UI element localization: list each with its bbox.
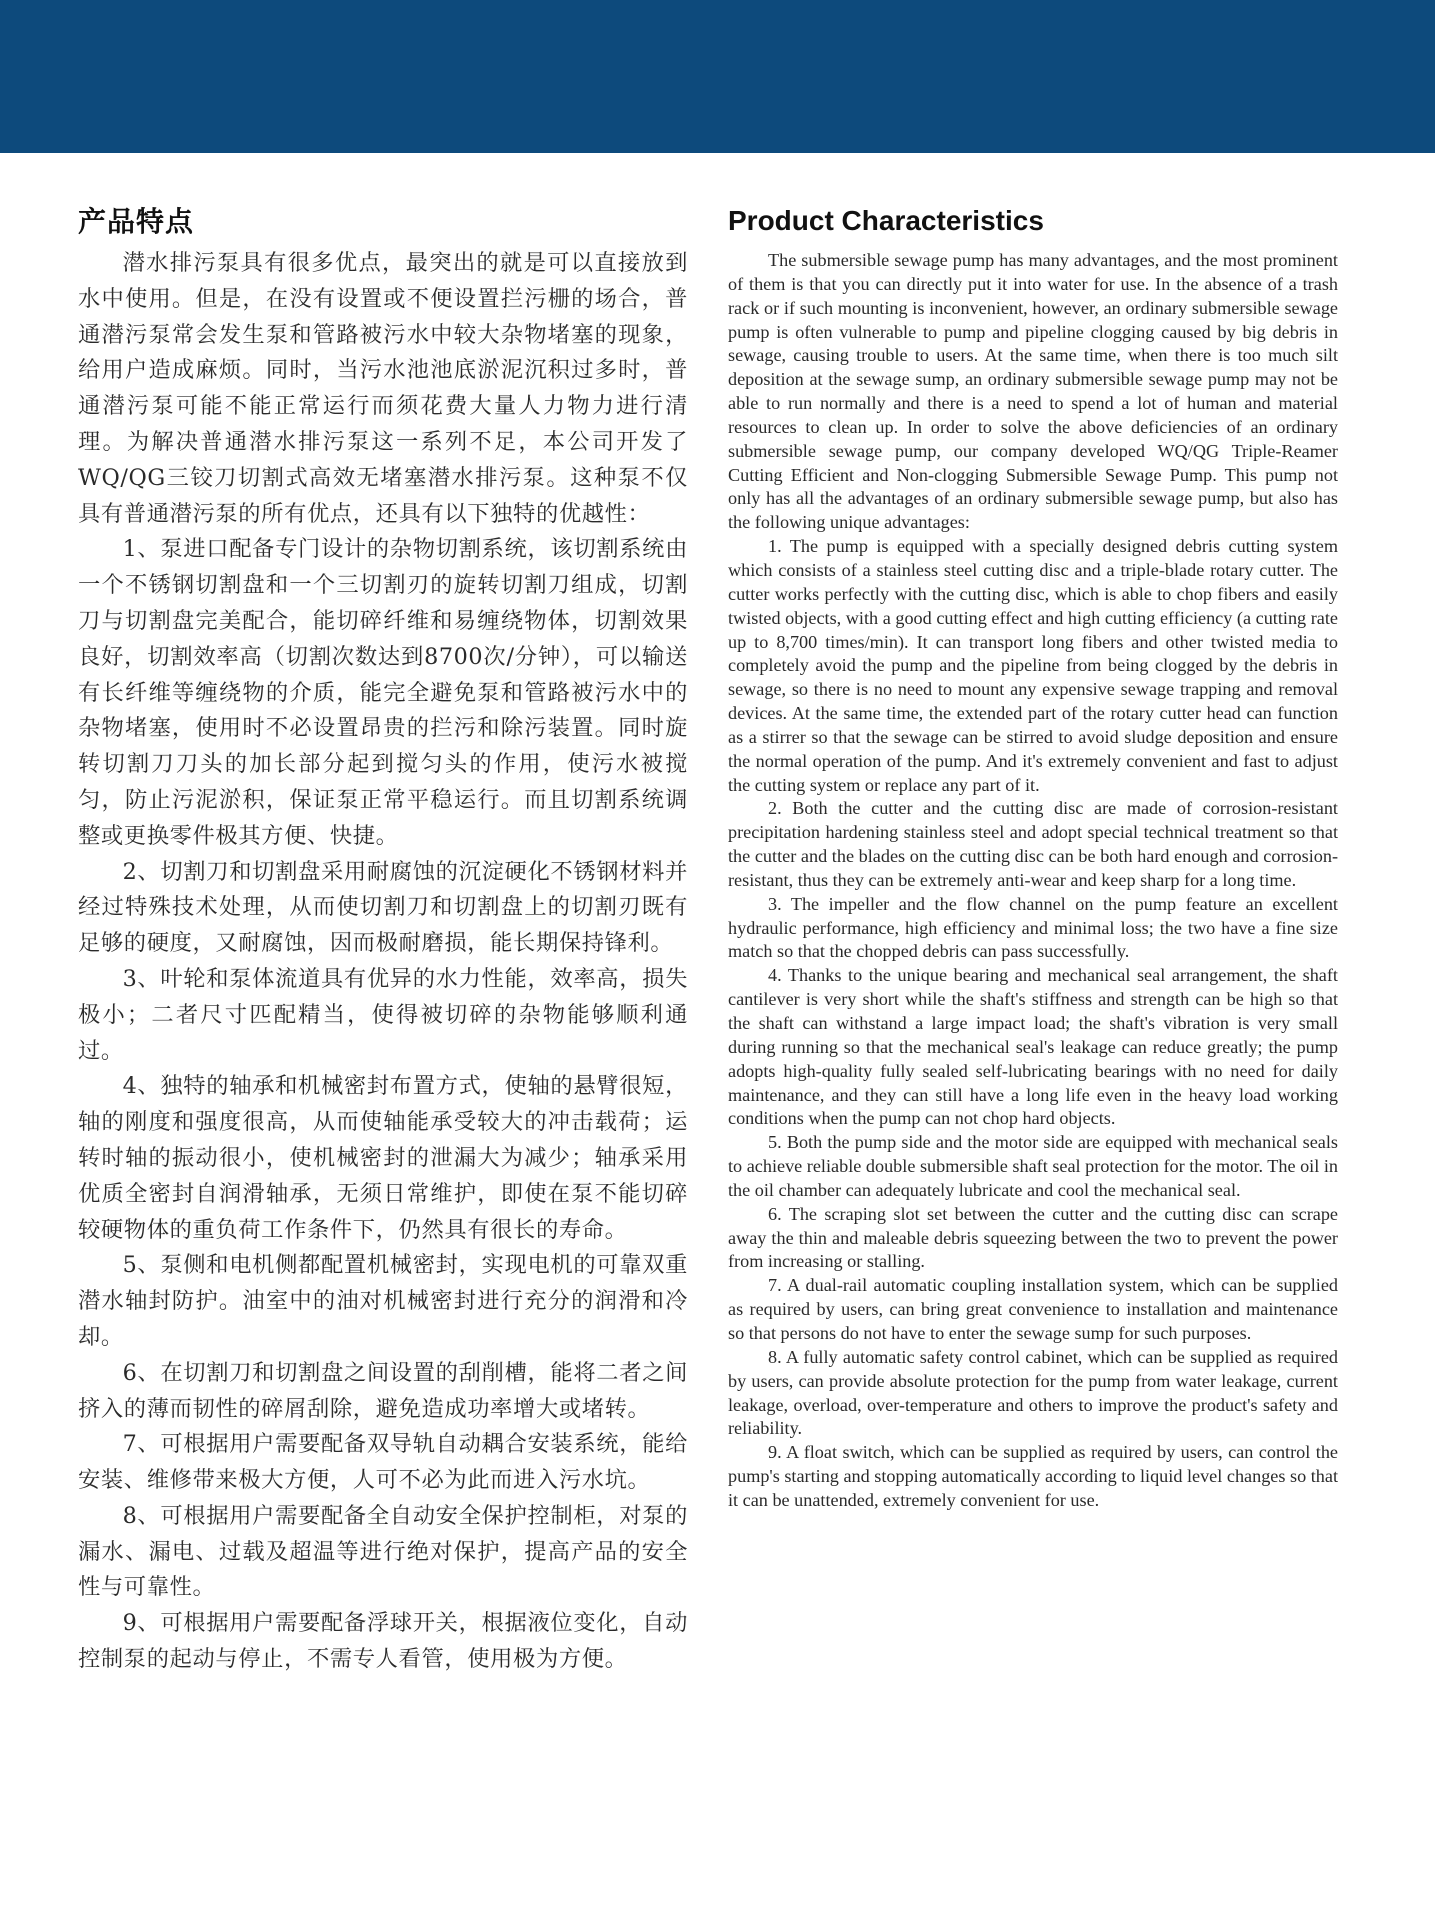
english-title: Product Characteristics [728,205,1044,236]
chinese-item-3: 3、叶轮和泵体流道具有优异的水力性能，效率高，损失极小；二者尺寸匹配精当，使得被切碎的杂物能够顺利通过。 [78,965,688,1064]
english-item-9: 9. A float switch, which can be supplied as required by users, can control the pump's starting and stopping automatically according to liquid level changes so that it can be unattended, extremely convenient for use. [728,1442,1338,1510]
chinese-title: 产品特点 [78,205,195,238]
english-item-1: 1. The pump is equipped with a specially designed debris cutting system which consists of a stainless steel cutting disc and a triple-blade rotary cutter. The cutter works perfectly with the cutting disc, which is able to chop fibers and easily twisted objects, with a good cutting effect and high cutting efficiency (a cutting rate up to 8,700 times/min). It can transport long fibers and other twisted media to completely avoid the pump and the pipeline from being clogged by the debris in sewage, so there is no need to mount any expensive sewage trapping and removal devices. At the same time, the extended part of the rotary cutter head can function as a stirrer so that the sewage can be stirred to avoid sludge deposition and ensure the normal operation of the pump. And it's extremely convenient and fast to adjust the cutting system or replace any part of it. [728,536,1338,795]
english-column [728,205,1338,1513]
header-band [0,0,1435,153]
chinese-column [78,200,688,1678]
chinese-intro: 潜水排污泵具有很多优点，最突出的就是可以直接放到水中使用。但是，在没有设置或不便设置拦污栅的场合，普通潜污泵常会发生泵和管路被污水中较大杂物堵塞的现象，给用户造成麻烦。同时，当污水池池底淤泥沉积过多时，普通潜污泵可能不能正常运行而须花费大量人力物力进行清理。为解决普通潜水排污泵这一系列不足，本公司开发了WQ/QG三铰刀切割式高效无堵塞潜水排污泵。这种泵不仅具有普通潜污泵的所有优点，还具有以下独特的优越性： [78,250,688,527]
english-item-7: 7. A dual-rail automatic coupling installation system, which can be supplied as required by users, can bring great convenience to installation and maintenance so that persons do not have to enter the sewage sump for such purposes. [728,1275,1338,1343]
english-item-8: 8. A fully automatic safety control cabinet, which can be supplied as required by users, can provide absolute protection for the pump from water leakage, current leakage, overload, over-temperature and others to improve the product's safety and reliability. [728,1346,1338,1439]
chinese-item-9: 9、可根据用户需要配备浮球开关，根据液位变化，自动控制泵的起动与停止，不需专人看管，使用极为方便。 [78,1610,688,1673]
english-item-3: 3. The impeller and the flow channel on the pump feature an excellent hydraulic performance, high efficiency and minimal loss; the two have a fine size match so that the chopped debris can pass successfully. [728,893,1338,962]
english-item-2: 2. Both the cutter and the cutting disc are made of corrosion-resistant precipitation hardening stainless steel and adopt special technical treatment so that the cutter and the blades on the cutting disc can be both hard enough and corrosion-resistant, thus they can be extremely anti-wear and keep sharp for a long time. [728,798,1338,890]
chinese-item-4: 4、独特的轴承和机械密封布置方式，使轴的悬臂很短，轴的刚度和强度很高，从而使轴能承受较大的冲击载荷；运转时轴的振动很小，使机械密封的泄漏大为减少；轴承采用优质全密封自润滑轴承，无须日常维护，即使在泵不能切碎较硬物体的重负荷工作条件下，仍然具有很长的寿命。 [78,1073,688,1243]
chinese-item-6: 6、在切割刀和切割盘之间设置的刮削槽，能将二者之间挤入的薄而韧性的碎屑刮除，避免造成功率增大或堵转。 [78,1359,688,1422]
english-item-6: 6. The scraping slot set between the cutter and the cutting disc can scrape away the thin and maleable debris squeezing between the two to prevent the power from increasing or stalling. [728,1203,1338,1272]
chinese-item-5: 5、泵侧和电机侧都配置机械密封，实现电机的可靠双重潜水轴封防护。油室中的油对机械密封进行充分的润滑和冷却。 [78,1252,688,1350]
chinese-item-2: 2、切割刀和切割盘采用耐腐蚀的沉淀硬化不锈钢材料并经过特殊技术处理，从而使切割刀和切割盘上的切割刃既有足够的硬度，又耐腐蚀，因而极耐磨损，能长期保持锋利。 [78,858,688,957]
chinese-item-7: 7、可根据用户需要配备双导轨自动耦合安装系统，能给安装、维修带来极大方便，人可不必为此而进入污水坑。 [78,1431,688,1494]
english-intro: The submersible sewage pump has many advantages, and the most prominent of them is that you can directly put it into water for use. In the absence of a trash rack or if such mounting is inconvenient, however, an ordinary submersible sewage pump is often vulnerable to pump and pipeline clogging caused by big debris in sewage, causing trouble to users. At the same time, when there is too much silt deposition at the sewage sump, an ordinary submersible sewage pump may not be able to run normally and there is a need to spend a lot of human and material resources to clean up. In order to solve the above deficiencies of an ordinary submersible sewage pump, our company developed WQ/QG Triple-Reamer Cutting Efficient and Non-clogging Submersible Sewage Pump. This pump not only has all the advantages of an ordinary submersible sewage pump, but also has the following unique advantages: [728,250,1338,533]
chinese-item-8: 8、可根据用户需要配备全自动安全保护控制柜，对泵的漏水、漏电、过载及超温等进行绝对保护，提高产品的安全性与可靠性。 [78,1502,688,1601]
english-item-5: 5. Both the pump side and the motor side are equipped with mechanical seals to achieve reliable double submersible shaft seal protection for the motor. The oil in the oil chamber can adequately lubricate and cool the mechanical seal. [728,1132,1338,1200]
chinese-item-1: 1、泵进口配备专门设计的杂物切割系统，该切割系统由一个不锈钢切割盘和一个三切割刃的旋转切割刀组成，切割刀与切割盘完美配合，能切碎纤维和易缠绕物体，切割效果良好，切割效率高（切割次数达到8700次/分钟），可以输送有长纤维等缠绕物的介质，能完全避免泵和管路被污水中的杂物堵塞，使用时不必设置昂贵的拦污和除污装置。同时旋转切割刀刀头的加长部分起到搅匀头的作用，使污水被搅匀，防止污泥淤积，保证泵正常平稳运行。而且切割系统调整或更换零件极其方便、快捷。 [78,536,688,849]
english-item-4: 4. Thanks to the unique bearing and mechanical seal arrangement, the shaft cantilever is very short while the shaft's stiffness and strength can be high so that the shaft can withstand a large impact load; the shaft's vibration is very small during running so that the mechanical seal's leakage can reduce greatly; the pump adopts high-quality fully sealed self-lubricating bearings with no need for daily maintenance, and they can still have a long life even in the heavy load working conditions when the pump can not chop hard objects. [728,965,1338,1129]
